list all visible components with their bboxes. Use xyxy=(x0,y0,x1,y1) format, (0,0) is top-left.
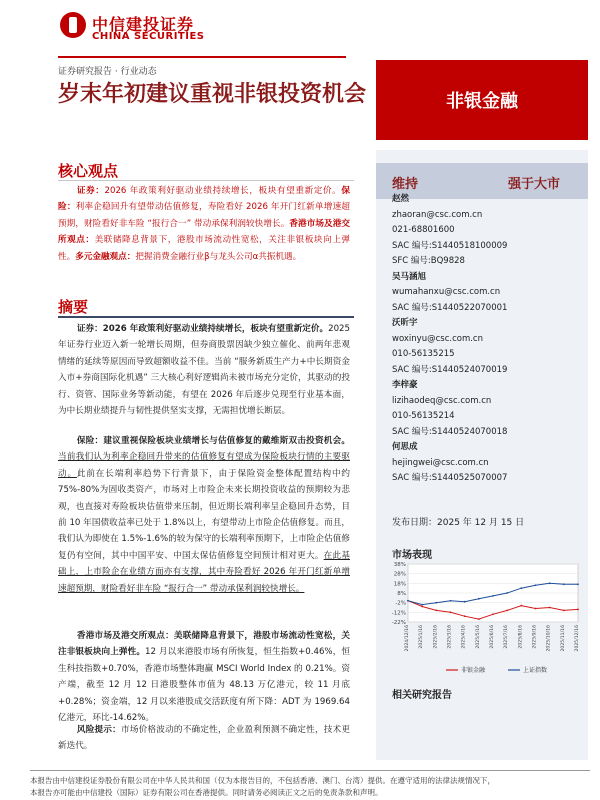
chart-data-point xyxy=(535,608,537,610)
chart-data-point xyxy=(577,583,579,585)
chart-data-point xyxy=(535,584,537,586)
analyst-email[interactable]: zhaoran@csc.com.cn xyxy=(392,209,483,220)
summary-insurance-body: 此前在长端利率趋势下行背景下，由于保险资金整体配置结构中约 75%-80%为固收类资产，市场对上市险企未来长期投资收益的预期较为悲观，也直接对寿险板块估值带来压制，但近期长端利率呈企稳回升态势，目前 10 年国债收益率已处于 1.8%以上，有望带动上市险企估值修复。而且，我们认为即使在 1.5%-1.6%的较为保守的长端利率预期下，上市险企估值修复仍有空间，其中中国平安、中国太保估值修复空间预计相对更大。 xyxy=(58,468,350,561)
related-reports-title: 相关研究报告 xyxy=(392,690,452,701)
footer-divider xyxy=(30,770,590,771)
chart-x-tick-label: 2025/8/16 xyxy=(518,625,524,649)
publish-date-label: 发布日期： xyxy=(392,518,438,528)
chart-data-point xyxy=(520,587,522,589)
publish-date-value: 2025 年 12 月 15 日 xyxy=(437,518,525,528)
chart-data-point xyxy=(421,606,423,608)
chart-x-tick-label: 2025/3/16 xyxy=(447,625,453,649)
chart-data-point xyxy=(549,582,551,584)
chart-x-tick-label: 2025/9/16 xyxy=(532,625,538,649)
chart-x-tick-label: 2025/4/16 xyxy=(461,625,467,649)
chart-data-point xyxy=(478,598,480,600)
chart-x-tick-label: 2025/6/16 xyxy=(490,625,495,649)
market-performance-title: 市场表现 xyxy=(392,550,432,561)
core-hk-label: 香港市场及港交所观点： xyxy=(58,218,350,246)
brand-name-cn: 中信建投证券 xyxy=(92,15,195,34)
analyst-name: 沃昕宇 xyxy=(392,318,418,328)
chart-y-tick-label: 38% xyxy=(393,562,406,568)
core-securities-text: 2026 年政策利好驱动业绩持续增长，板块有望重新定价。 xyxy=(104,186,342,196)
market-performance-chart xyxy=(386,560,582,678)
chart-data-point xyxy=(563,583,565,585)
summary-hk-paragraph xyxy=(58,628,350,726)
chart-y-tick-label: -2% xyxy=(395,600,406,607)
analyst-cert: SAC 编号:S1440518100009 xyxy=(392,240,508,251)
analyst-cert: SAC 编号:S1440524070019 xyxy=(392,364,508,375)
core-view-divider xyxy=(58,180,354,181)
analyst-email[interactable]: wumahanxu@csc.com.cn xyxy=(392,287,501,297)
chart-legend-label: 非银金融 xyxy=(461,667,486,674)
analyst-block xyxy=(392,192,582,487)
header-divider xyxy=(58,56,346,58)
summary-divider xyxy=(58,316,354,318)
analyst-name: 李梓豪 xyxy=(392,380,418,390)
chart-y-tick-label: 18% xyxy=(393,581,406,588)
summary-risk-body: 市场价格波动的不确定性，企业盈利预测不确定性，技术更新迭代。 xyxy=(58,725,350,752)
disclaimer-line-1: 本报告由中信建投证券股份有限公司在中华人民共和国（仅为本报告目的，不包括香港、澳门、台湾）提供。在遵守适用的法律法规情况下， xyxy=(30,776,495,785)
chart-data-point xyxy=(464,615,466,617)
core-securities-label: 证券： xyxy=(76,186,105,196)
analyst-email[interactable]: lizihaodeq@csc.com.cn xyxy=(392,395,492,406)
chart-legend-label: 上证指数 xyxy=(523,667,548,674)
analyst-cert: SAC 编号:S1440522070001 xyxy=(392,302,508,313)
analyst-phone: 010-56135215 xyxy=(392,349,455,359)
chart-data-point xyxy=(492,595,494,597)
chart-data-point xyxy=(563,610,565,612)
publish-date xyxy=(392,515,524,528)
chart-data-point xyxy=(421,604,423,606)
chart-data-point xyxy=(492,613,494,615)
chart-data-point xyxy=(577,609,579,611)
summary-insurance-underline-2: 在此基础上，上市险企在业绩方面亦有支撑，其中寿险看好 2026 年开门红新单增速超预期，财险看好非车险 “报行合一” 带动承保利润较快增长。 xyxy=(58,550,350,594)
chart-x-tick-label: 2025/11/16 xyxy=(560,625,566,652)
sector-banner xyxy=(376,60,588,140)
analyst-email[interactable]: hejingwei@csc.com.cn xyxy=(392,457,489,468)
chart-data-point xyxy=(464,601,466,603)
chart-data-point xyxy=(435,610,437,612)
disclaimer-line-2: 本报告亦可能由中信建投（国际）证券有限公司在香港提供。同时请务必阅读正文之后的免责条款和声明。 xyxy=(30,788,383,797)
chart-data-point xyxy=(407,600,409,602)
chart-x-tick-label: 2025/2/16 xyxy=(433,625,439,649)
analyst-phone: 010-56135214 xyxy=(392,411,455,421)
chart-data-point xyxy=(450,600,452,602)
summary-securities-lead: 证券：2026 年政策利好驱动业绩持续增长，板块有望重新定价。 xyxy=(76,324,329,334)
summary-risk-paragraph xyxy=(58,722,350,755)
summary-insurance-paragraph xyxy=(58,433,350,597)
core-view-heading: 核心观点 xyxy=(58,162,119,180)
chart-x-tick-label: 2024/12/16 xyxy=(405,625,410,652)
chart-y-tick-label: -22% xyxy=(391,620,406,626)
core-hk-text: 美联储降息背景下，港股市场流动性宽松，关注非银板块向上弹性。 xyxy=(58,235,350,262)
chart-data-point xyxy=(506,610,508,612)
analyst-cert-sfc: SFC 编号:BQ9828 xyxy=(392,256,465,266)
chart-data-point xyxy=(506,592,508,594)
chart-data-point xyxy=(450,611,452,613)
chart-x-tick-label: 2025/7/16 xyxy=(504,625,510,649)
summary-risk-lead: 风险提示： xyxy=(76,725,121,735)
core-insurance-label: 保险： xyxy=(58,186,350,213)
summary-insurance-lead: 保险：建议重视保险板块业绩增长与估值修复的戴维斯双击投资机会。 xyxy=(76,436,350,446)
core-diversified-label: 多元金融观点： xyxy=(75,251,136,262)
chart-y-tick-label: 8% xyxy=(397,591,406,597)
analyst-name: 何思成 xyxy=(392,442,418,452)
summary-hk-body: 12 月以来港股市场有所恢复，恒生指数+0.46%，恒生科技指数+0.70%，香港市场整体跑赢 MSCI World Index 的 0.21%。资产端，截至 12 月 12 日港股整体市值为 48.13 万亿港元，较 11 月底+0.28%；资金端，12 月以来港股成交活跃度有所下降：ADT 为 1969.64 亿港元，环比-14.62%。 xyxy=(58,647,350,724)
core-diversified-text: 把握消费金融行业β与龙头公司α共振机遇。 xyxy=(135,251,302,262)
brand-name-en: CHINA SECURITIES xyxy=(92,31,205,42)
core-insurance-text: 利率企稳回升有望带动估值修复，寿险看好 2026 年开门红新单增速超预期，财险看好非车险 “报行合一” 带动承保利润较快增长。 xyxy=(58,202,350,229)
analyst-cert: SAC 编号:S1440524070018 xyxy=(392,426,508,437)
chart-data-point xyxy=(435,602,437,604)
rating-value: 强于大市 xyxy=(508,177,561,192)
chart-data-point xyxy=(478,618,480,620)
brand-logo-icon xyxy=(60,12,86,38)
report-title: 岁末年初建议重视非银投资机会 xyxy=(58,82,367,107)
summary-insurance-underline-1: 当前我们认为利率企稳回升带来的估值修复有望成为保险板块行情的主要驱动。 xyxy=(58,452,350,479)
analyst-email[interactable]: woxinyu@csc.com.cn xyxy=(392,333,483,344)
summary-hk-lead: 香港市场及港交所观点：美联储降息背景下，港股市场流动性宽松，关注非银板块向上弹性。 xyxy=(58,631,350,658)
report-type: 证券研究报告 · 行业动态 xyxy=(58,67,157,77)
analyst-cert: SAC 编号:S1440525070007 xyxy=(392,473,508,483)
chart-x-tick-label: 2025/12/16 xyxy=(575,625,580,652)
chart-y-tick-label: -12% xyxy=(391,610,406,617)
analyst-name: 吴马涵旭 xyxy=(392,271,427,282)
chart-data-point xyxy=(520,605,522,607)
analyst-name: 赵然 xyxy=(392,194,410,204)
chart-x-tick-label: 2025/10/16 xyxy=(546,625,552,652)
analyst-phone: 021-68801600 xyxy=(392,225,455,235)
summary-securities-body: 2025 年证券行业迈入新一轮增长周期，但券商股票因缺少独立催化、前两年悲观情绪的延续等原因而导致超额收益不佳。当前 “服务新质生产力+中长期资金入市+券商国际化机遇” 三大核心利好逻辑尚未被市场充分定价，其驱动的投行、资管、国际业务等新动能，有望在 2026 年后逐步兑现至行业基本面，为中长期业绩提升与韧性提供坚实支撑，无需担忧增长断层。 xyxy=(58,324,350,417)
sector-label: 非银金融 xyxy=(446,91,518,112)
rating-label: 维持 xyxy=(392,177,419,192)
chart-data-point xyxy=(549,607,551,609)
chart-y-tick-label: 28% xyxy=(393,571,406,578)
core-view-text xyxy=(58,183,350,265)
chart-x-tick-label: 2025/1/16 xyxy=(419,625,425,649)
summary-heading: 摘要 xyxy=(58,298,89,316)
summary-securities-paragraph xyxy=(58,321,350,419)
chart-x-tick-label: 2025/5/16 xyxy=(475,625,481,649)
disclaimer xyxy=(30,775,590,799)
